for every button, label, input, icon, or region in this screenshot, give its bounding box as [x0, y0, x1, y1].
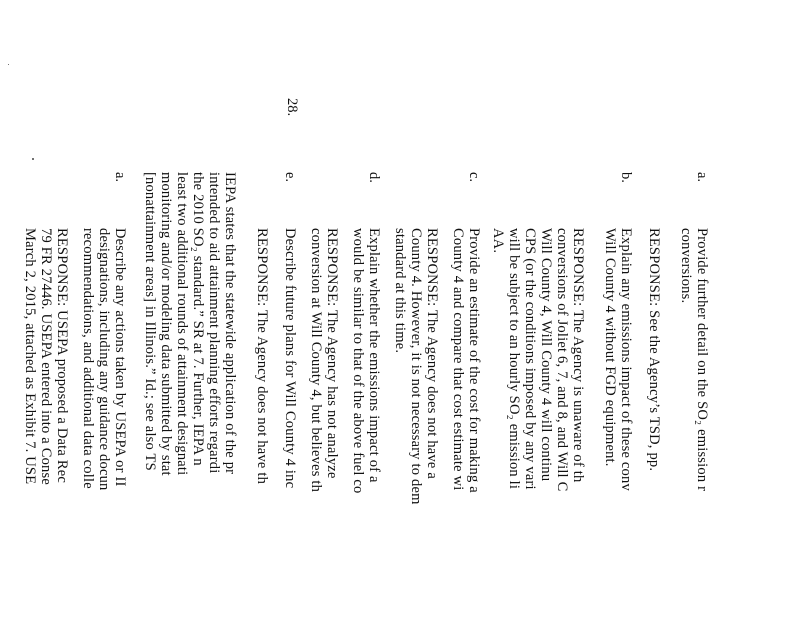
paragraph-line: least two additional rounds of attainment designati [174, 172, 190, 476]
text-line: Will County 4 without FGD equipment. [602, 228, 618, 467]
text-line: Explain any emissions impact of these conv [618, 228, 634, 491]
text-line: designations, including any guidance docun [96, 228, 112, 491]
text-line: County 4 and compare that cost estimate wi [450, 228, 466, 491]
text-line: conversions of Joliet 6, 7, and 8, and Will C [554, 228, 570, 492]
text-line: standard at this time. [392, 228, 408, 354]
item-b-marker: b. [618, 172, 634, 183]
text-line: Provide further detail on the SO₂ emission r [694, 228, 710, 492]
text-line: March 2, 2015, attached as Exhibit 7. USE [22, 228, 38, 485]
text-line: Will County 4, Will County 4 will continu [538, 228, 554, 482]
item-c-marker: c. [466, 172, 482, 183]
text-line: Describe any actions taken by USEPA or II [112, 228, 128, 487]
response-line: RESPONSE: The Agency does not have th [254, 228, 270, 485]
response-line: RESPONSE: See the Agency’s TSD, pp. [646, 228, 662, 472]
text-line: would be similar to that of the above fuel co [350, 228, 366, 494]
item-a2-marker: a. [112, 172, 128, 183]
response-line: RESPONSE: USEPA proposed a Data Rec [54, 228, 70, 483]
text-line: conversion at Will County 4, but believes th [308, 228, 324, 493]
scan-speck [32, 158, 34, 160]
response-line: RESPONSE: The Agency has not analyze [324, 228, 340, 479]
item-e-marker: e. [282, 172, 298, 183]
text-line: 79 FR 27446. USEPA entered into a Conse [38, 228, 54, 485]
text-line: Describe future plans for Will County 4 inc [282, 228, 298, 489]
text-line: will be subject to an hourly SO₂ emission li [506, 228, 522, 490]
text-line: Explain whether the emissions impact of a [366, 228, 382, 483]
paragraph-line: IEPA states that the statewide application of the pr [222, 172, 238, 475]
paragraph-line: [nonattainment areas] in Illinois.” Id.; see also TS [142, 172, 158, 471]
text-line: AA. [490, 228, 506, 254]
paragraph-line: the 2010 SO₂ standard.” SR at 7. Further, IEPA n [190, 172, 206, 466]
text-line: recommendations, and additional data colle [80, 228, 96, 489]
paragraph-line: monitoring and/or modeling data submitted by stat [158, 172, 174, 476]
response-line: RESPONSE: The Agency is unaware of th [570, 228, 586, 483]
text-line: Provide an estimate of the cost for making a [466, 228, 482, 493]
item-a-marker: a. [694, 172, 710, 183]
scan-speck [8, 64, 9, 65]
item-d-marker: d. [366, 172, 382, 183]
text-line: conversions. [678, 228, 694, 304]
paragraph-line: intended to aid attainment planning efforts regardi [206, 172, 222, 474]
text-line: County 4. However, it is not necessary to dem [408, 228, 424, 505]
response-line: RESPONSE: The Agency does not have a [424, 228, 440, 479]
text-line: CPS (or the conditions imposed by any vari [522, 228, 538, 490]
item-number: 28. [284, 98, 300, 117]
